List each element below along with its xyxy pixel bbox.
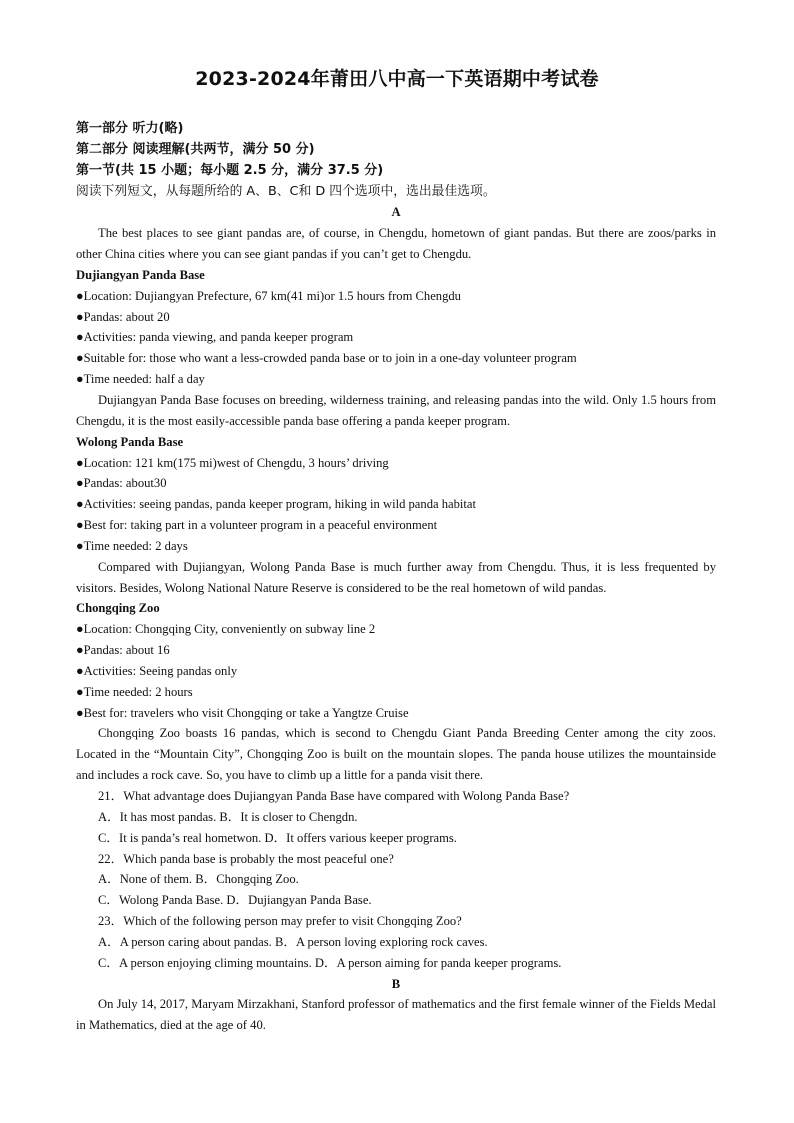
exam-title: 2023-2024年莆田八中高一下英语期中考试卷: [195, 68, 599, 90]
instruction-text: 阅读下列短文，从每题所给的 A、B、C和 D 四个选项中，选出最佳选项。: [76, 183, 496, 199]
chongqing-bullet: ●Best for: travelers who visit Chongqing or take a Yangtze Cruise: [76, 705, 409, 720]
wolong-bullet: ●Time needed: 2 days: [76, 538, 188, 553]
chongqing-heading: Chongqing Zoo: [76, 601, 160, 616]
question-21-options: C．It is panda’s real hometwon. D．It offers various keeper programs.: [98, 830, 457, 845]
question-21-options: A．It has most pandas. B．It is closer to Chengdn.: [98, 809, 358, 824]
dujiangyan-bullet: ●Suitable for: those who want a less-crowded panda base or to join in a one-day volunteer program: [76, 351, 577, 366]
dujiangyan-heading: Dujiangyan Panda Base: [76, 267, 205, 282]
passage-b-label: B: [391, 976, 401, 991]
exam-content: [76, 119, 716, 1036]
dujiangyan-bullet: ●Time needed: half a day: [76, 372, 205, 387]
question-23: 23．Which of the following person may prefer to visit Chongqing Zoo?: [98, 914, 462, 929]
chongqing-bullet: ●Location: Chongqing City, conveniently on subway line 2: [76, 622, 376, 637]
chongqing-bullet: ●Pandas: about 16: [76, 643, 170, 658]
question-22-options: C．Wolong Panda Base. D．Dujiangyan Panda Base.: [98, 893, 372, 908]
passage-b-paragraph: On July 14, 2017, Maryam Mirzakhani, Stanford professor of mathematics and the first female winner of the Fields Medal in Mathematics, died at the age of 40.: [76, 997, 716, 1033]
question-22: 22．Which panda base is probably the most peaceful one?: [98, 851, 394, 866]
wolong-paragraph: Compared with Dujiangyan, Wolong Panda Base is much further away from Chengdu. Thus, it is less frequented by visitors. Besides, Wolong National Nature Reserve is considered to be the real hometown of wild pandas.: [76, 559, 716, 595]
chongqing-paragraph: Chongqing Zoo boasts 16 pandas, which is second to Chengdu Giant Panda Breeding Center among the city zoos. Located in the “Mountain City”, Chongqing Zoo is built on the mountain slopes. The panda house utilizes the mountainside and includes a rock cave. So, you have to climb up a little for a panda visit there.: [76, 726, 716, 783]
dujiangyan-bullet: ●Location: Dujiangyan Prefecture, 67 km(41 mi)or 1.5 hours from Chengdu: [76, 288, 461, 303]
passage-a-intro: The best places to see giant pandas are, of course, in Chengdu, hometown of giant pandas. But there are zoos/parks in other China cities where you can see giant pandas if you can’t get to Chengdu.: [76, 226, 716, 262]
chongqing-bullet: ●Time needed: 2 hours: [76, 684, 193, 699]
dujiangyan-bullet: ●Pandas: about 20: [76, 309, 170, 324]
part2-heading: 第二部分 阅读理解(共两节，满分 50 分): [76, 141, 315, 157]
part1-heading: 第一部分 听力(略): [76, 121, 184, 136]
wolong-bullet: ●Location: 121 km(175 mi)west of Chengdu, 3 hours’ driving: [76, 455, 389, 470]
chongqing-bullet: ●Activities: Seeing pandas only: [76, 663, 238, 678]
question-23-options: C．A person enjoying climing mountains. D．A person aiming for panda keeper programs.: [98, 955, 562, 970]
dujiangyan-paragraph: Dujiangyan Panda Base focuses on breeding, wilderness training, and releasing pandas into the wild. Only 1.5 hours from Chengdu, it is the most easily-accessible panda base offering a panda keeper program.: [76, 392, 716, 428]
passage-a-label: A: [391, 205, 401, 220]
question-21: 21．What advantage does Dujiangyan Panda Base have compared with Wolong Panda Base?: [98, 789, 570, 803]
question-23-options: A．A person caring about pandas. B．A person loving exploring rock caves.: [98, 934, 488, 949]
wolong-bullet: ●Pandas: about30: [76, 476, 167, 491]
dujiangyan-bullet: ●Activities: panda viewing, and panda keeper program: [76, 330, 354, 345]
wolong-bullet: ●Best for: taking part in a volunteer program in a peaceful environment: [76, 518, 438, 533]
section1-heading: 第一节(共 15 小题；每小题 2.5 分，满分 37.5 分): [76, 162, 384, 178]
question-22-options: A．None of them. B．Chongqing Zoo.: [98, 872, 299, 887]
wolong-bullet: ●Activities: seeing pandas, panda keeper program, hiking in wild panda habitat: [76, 497, 476, 512]
wolong-heading: Wolong Panda Base: [76, 434, 184, 449]
